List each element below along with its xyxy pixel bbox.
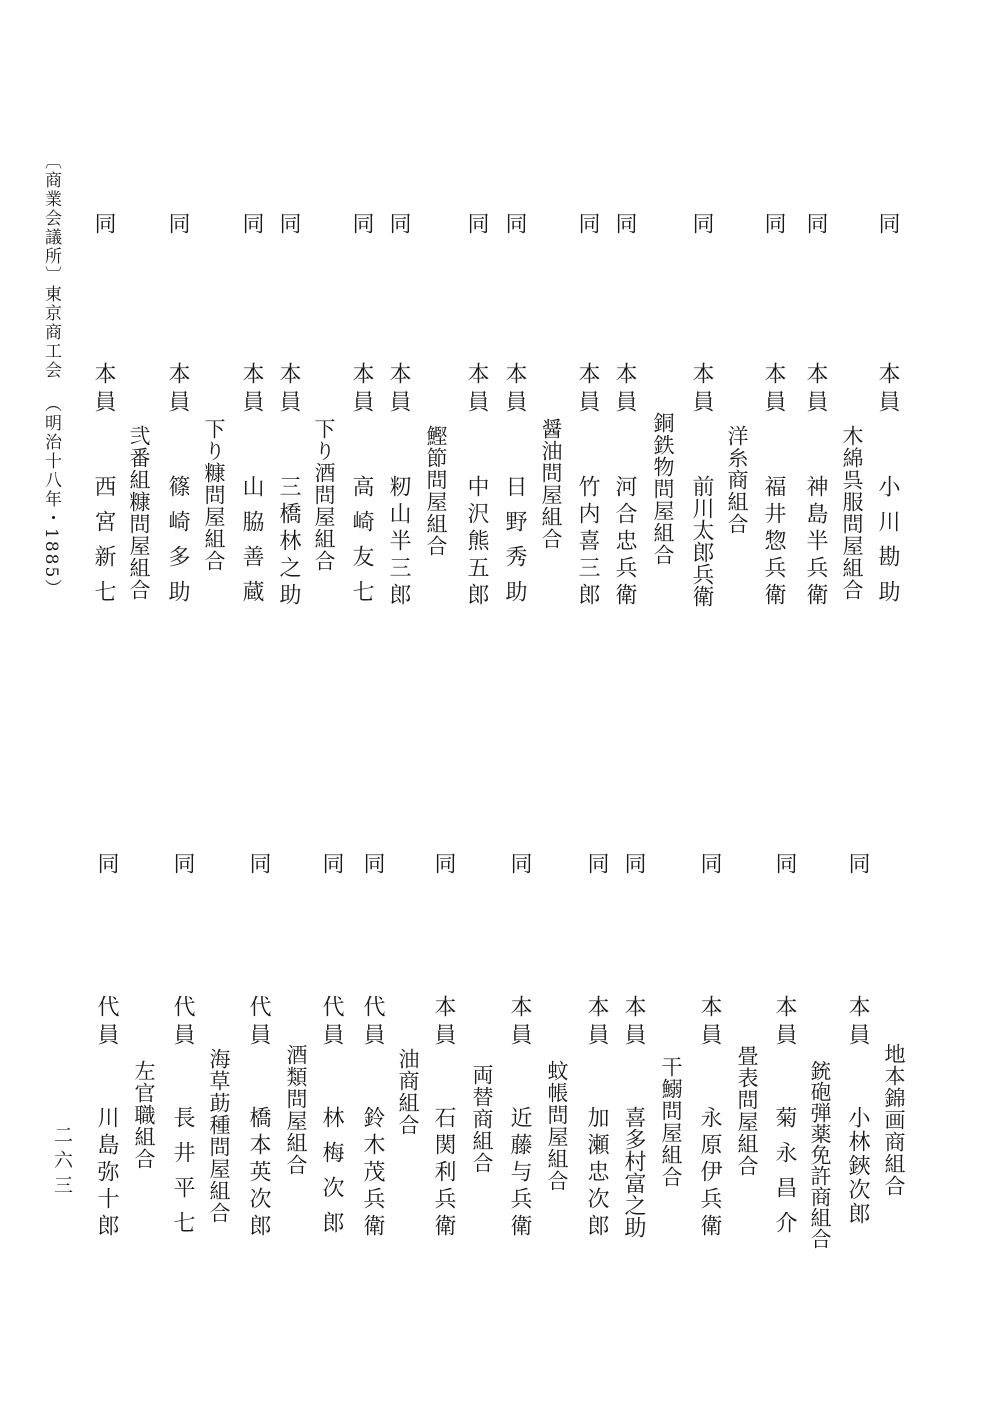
- ditto-mark: 同: [575, 212, 600, 234]
- ditto-mark: 同: [170, 852, 195, 874]
- ditto-mark: 同: [276, 212, 301, 234]
- ditto-mark: 同: [431, 852, 456, 874]
- ditto-mark: 同: [689, 212, 714, 234]
- member-role: 本員: [91, 362, 116, 418]
- association-name: 醤油問屋組合: [539, 418, 563, 550]
- member-name: 菊永昌介: [772, 1106, 797, 1246]
- association-name: 洋糸商組合: [725, 425, 749, 535]
- member-role: 本員: [507, 995, 532, 1051]
- member-name: 三橋林之助: [276, 475, 301, 610]
- ditto-mark: 同: [386, 212, 411, 234]
- member-name: 近藤与兵衛: [507, 1106, 532, 1241]
- member-name: 神島半兵衛: [803, 475, 828, 610]
- header-era: （明治十八年・1885）: [41, 395, 61, 599]
- ditto-mark: 同: [319, 852, 344, 874]
- association-name: 蚊帳問屋組合: [545, 1060, 569, 1192]
- member-role: 代員: [319, 995, 344, 1051]
- member-name: 林梅次郎: [319, 1106, 344, 1246]
- member-name: 竹内喜三郎: [575, 475, 600, 610]
- member-name: 鈴木茂兵衛: [360, 1106, 385, 1241]
- member-role: 本員: [349, 362, 374, 418]
- association-name: 下り酒問屋組合: [312, 418, 336, 572]
- ditto-mark: 同: [165, 212, 190, 234]
- member-name: 篠崎多助: [165, 475, 190, 615]
- member-role: 本員: [584, 995, 609, 1051]
- ditto-mark: 同: [360, 852, 385, 874]
- member-name: 日野秀助: [502, 475, 527, 615]
- member-role: 本員: [502, 362, 527, 418]
- member-name: 橋本英次郎: [246, 1106, 271, 1241]
- ditto-mark: 同: [621, 852, 646, 874]
- member-role: 代員: [360, 995, 385, 1051]
- member-role: 本員: [276, 362, 301, 418]
- ditto-mark: 同: [584, 852, 609, 874]
- member-role: 本員: [464, 362, 489, 418]
- association-name: 銅鉄物問屋組合: [651, 412, 675, 566]
- member-name: 喜多村富之助: [621, 1106, 646, 1238]
- member-name: 川島弥十郎: [94, 1106, 119, 1241]
- member-name: 福井惣兵衛: [761, 475, 786, 610]
- member-name: 長井平七: [170, 1106, 195, 1246]
- member-role: 代員: [94, 995, 119, 1051]
- association-name: 弐番組糠問屋組合: [127, 425, 151, 601]
- member-role: 本員: [165, 362, 190, 418]
- association-name: 銃砲弾薬免許商組合: [808, 1060, 832, 1249]
- member-role: 本員: [612, 362, 637, 418]
- ditto-mark: 同: [803, 212, 828, 234]
- association-name: 左官職組合: [132, 1060, 156, 1170]
- ditto-mark: 同: [246, 852, 271, 874]
- member-name: 高崎友七: [349, 475, 374, 615]
- ditto-mark: 同: [91, 212, 116, 234]
- member-role: 本員: [875, 362, 900, 418]
- ditto-mark: 同: [845, 852, 870, 874]
- association-name: 両替商組合: [470, 1064, 494, 1174]
- member-role: 本員: [697, 995, 722, 1051]
- member-role: 本員: [386, 362, 411, 418]
- page-number: 二六三: [51, 1125, 73, 1200]
- member-name: 加瀬忠次郎: [584, 1106, 609, 1241]
- member-name: 永原伊兵衛: [697, 1106, 722, 1241]
- member-name: 小林鋏次郎: [845, 1106, 870, 1226]
- member-role: 本員: [689, 362, 714, 418]
- ditto-mark: 同: [349, 212, 374, 234]
- member-name: 中沢熊五郎: [464, 475, 489, 610]
- member-name: 西宮新七: [91, 475, 116, 615]
- member-name: 河合忠兵衛: [612, 475, 637, 610]
- ditto-mark: 同: [507, 852, 532, 874]
- ditto-mark: 同: [464, 212, 489, 234]
- ditto-mark: 同: [875, 212, 900, 234]
- association-name: 木綿呉服問屋組合: [840, 425, 864, 601]
- association-name: 干鰯問屋組合: [659, 1056, 683, 1188]
- ditto-mark: 同: [239, 212, 264, 234]
- ditto-mark: 同: [697, 852, 722, 874]
- association-name: 海草莇種問屋組合: [207, 1048, 231, 1224]
- member-role: 本員: [845, 995, 870, 1051]
- member-name: 山脇善蔵: [239, 475, 264, 615]
- association-name: 下り糠問屋組合: [202, 418, 226, 572]
- ditto-mark: 同: [612, 212, 637, 234]
- association-name: 酒類問屋組合: [284, 1044, 308, 1176]
- member-role: 本員: [575, 362, 600, 418]
- association-name: 鰹節問屋組合: [424, 425, 448, 557]
- member-role: 本員: [239, 362, 264, 418]
- member-name: 小川勘助: [875, 475, 900, 615]
- header-source: 〔商業会議所〕: [41, 152, 61, 285]
- association-name: 畳表問屋組合: [735, 1045, 759, 1177]
- association-name: 油商組合: [396, 1048, 420, 1136]
- member-role: 本員: [803, 362, 828, 418]
- ditto-mark: 同: [772, 852, 797, 874]
- ditto-mark: 同: [761, 212, 786, 234]
- member-name: 石関利兵衛: [431, 1106, 456, 1241]
- member-role: 本員: [431, 995, 456, 1051]
- member-name: 籾山半三郎: [386, 475, 411, 610]
- ditto-mark: 同: [502, 212, 527, 234]
- ditto-mark: 同: [94, 852, 119, 874]
- member-role: 代員: [246, 995, 271, 1051]
- member-role: 本員: [761, 362, 786, 418]
- member-role: 代員: [170, 995, 195, 1051]
- association-name: 地本錦画商組合: [882, 1043, 906, 1197]
- member-name: 前川太郎兵衛: [689, 475, 714, 607]
- header-publisher: 東京商工会: [41, 285, 61, 380]
- member-role: 本員: [621, 995, 646, 1051]
- member-role: 本員: [772, 995, 797, 1051]
